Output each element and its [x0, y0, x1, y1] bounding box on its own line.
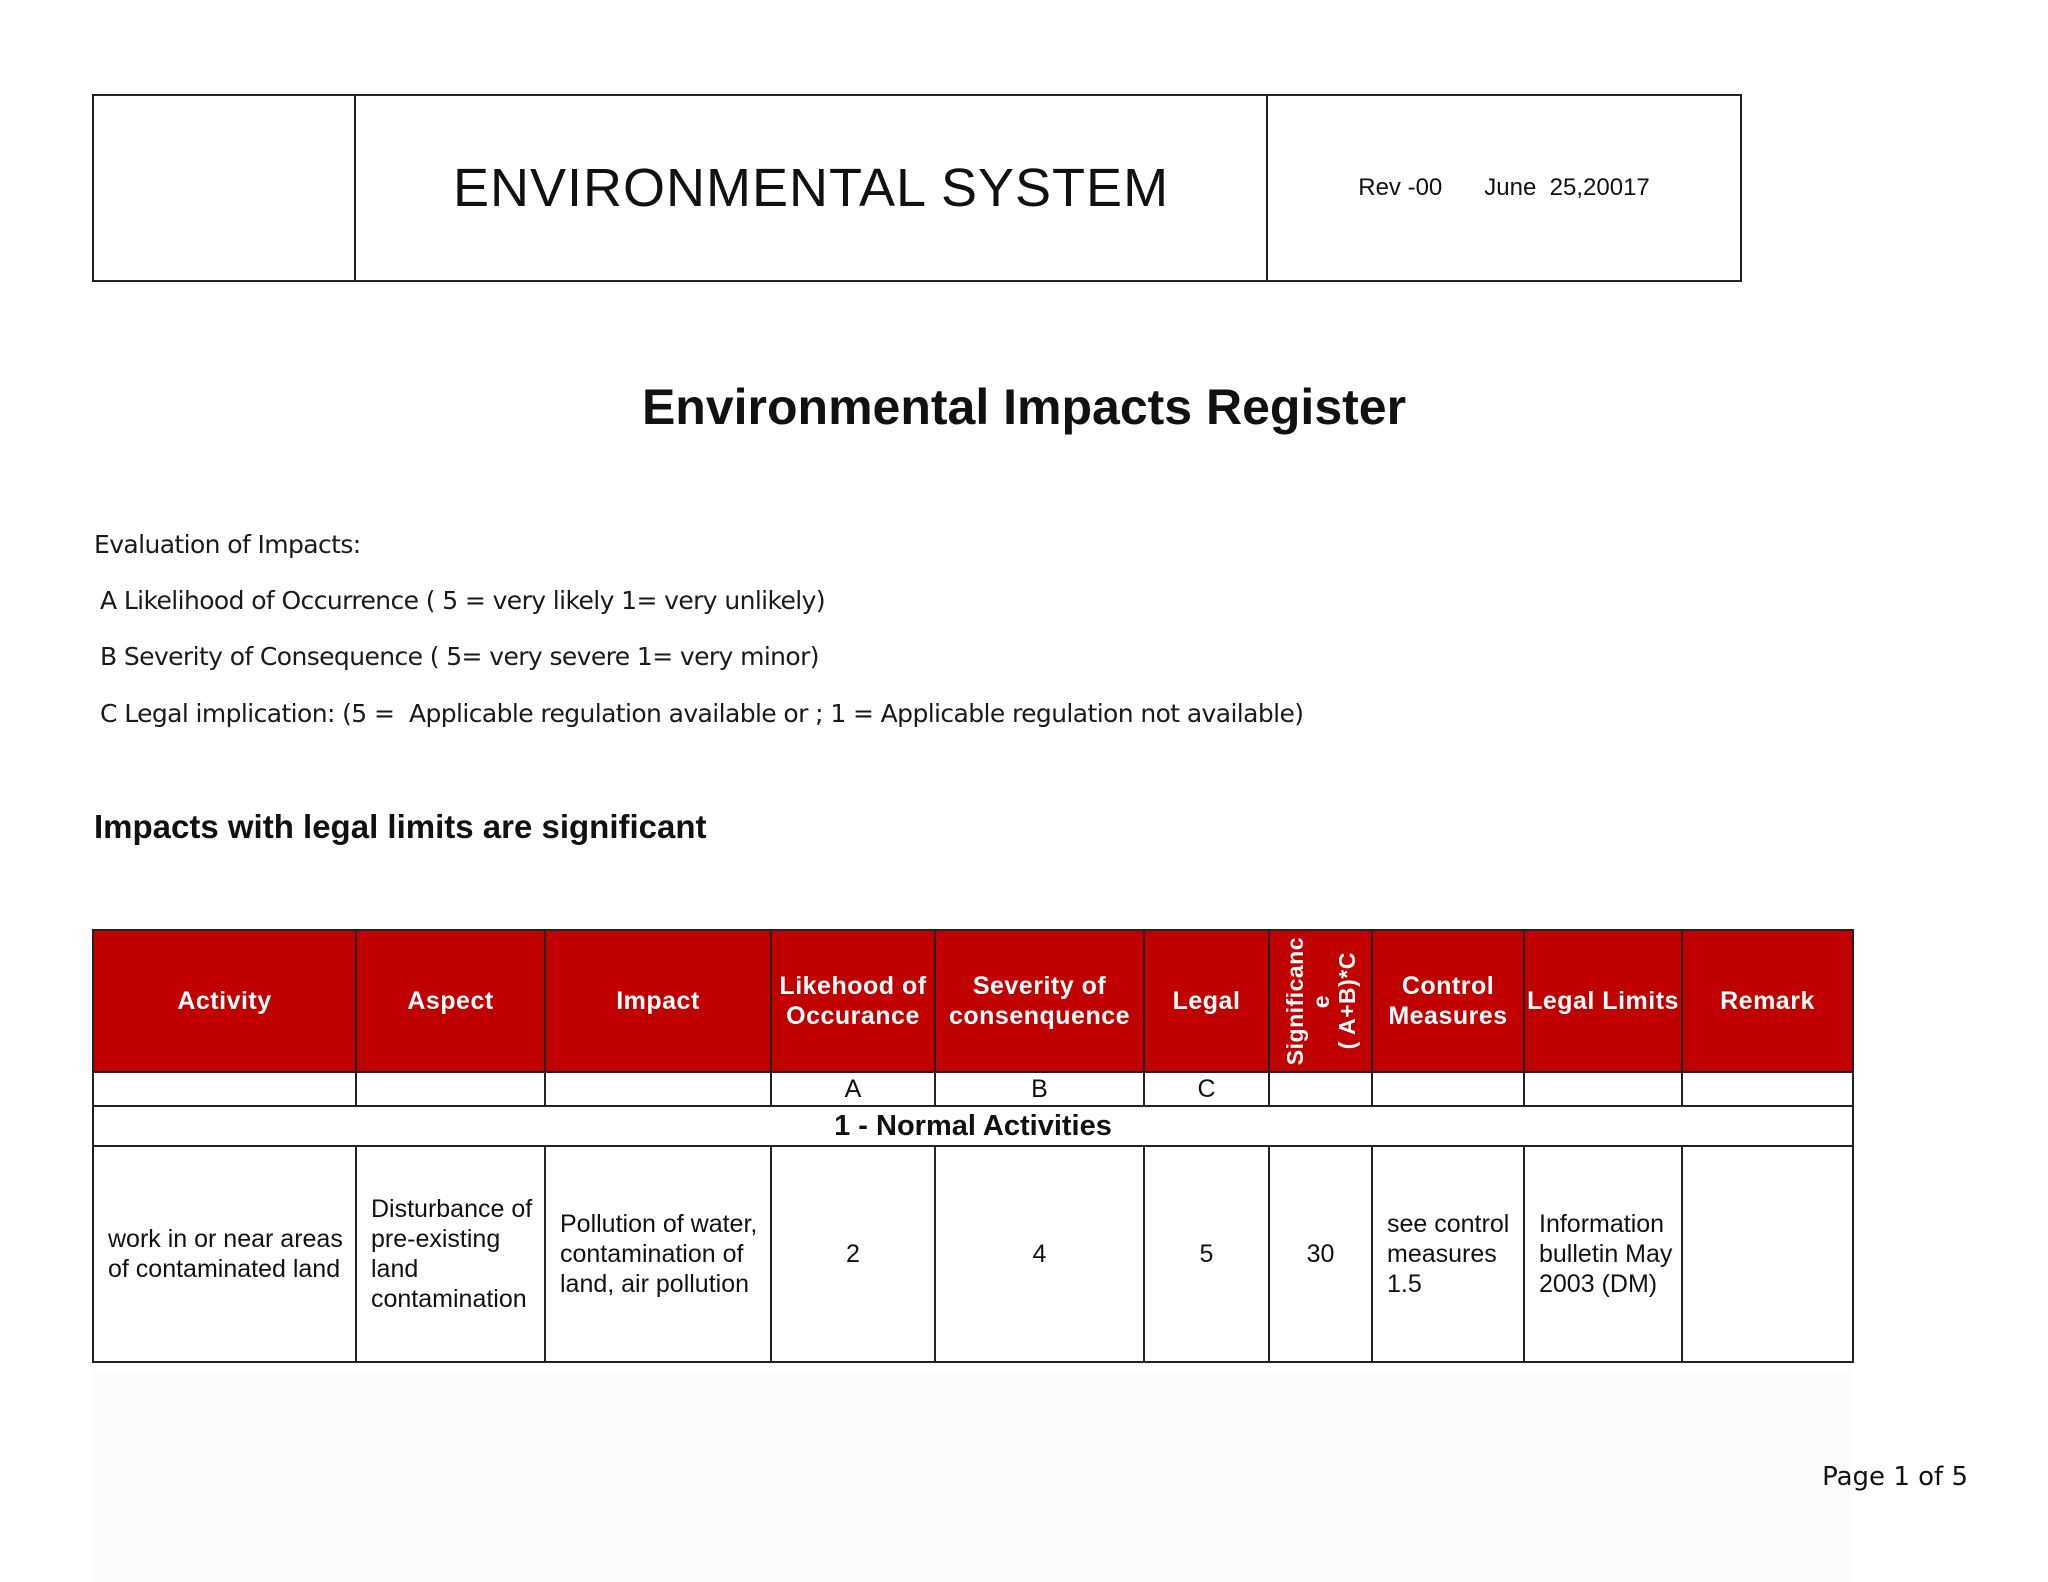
significance-header-label: Significanc e ( A+B)*C	[1281, 936, 1360, 1066]
header-title: ENVIRONMENTAL SYSTEM	[452, 158, 1170, 218]
header-title-cell	[356, 96, 1268, 280]
page-number: Page 1 of 5	[1822, 1462, 1968, 1492]
document-title: Environmental Impacts Register	[641, 379, 1407, 435]
section-row	[93, 1106, 1853, 1146]
cell-control-measures: see control measures 1.5	[1372, 1146, 1524, 1362]
column-letter-cell	[545, 1072, 771, 1106]
section-heading: Impacts with legal limits are significant	[94, 808, 707, 845]
column-letter-cell	[93, 1072, 356, 1106]
impacts-register-table	[92, 929, 1852, 1363]
table-header-row	[93, 930, 1853, 1072]
column-header-aspect: Aspect	[356, 930, 545, 1072]
column-letter-c: C	[1144, 1072, 1269, 1106]
column-header-severity: Severity of consenquence	[935, 930, 1144, 1072]
cell-impact: Pollution of water, contamination of land, air pollution	[545, 1146, 771, 1362]
evaluation-line-c: C Legal implication: (5 = Applicable regulation available or ; 1 = Applicable regulation not available)	[100, 699, 1304, 728]
cell-severity: 4	[935, 1146, 1144, 1362]
evaluation-line-b: B Severity of Consequence ( 5= very severe 1= very minor)	[100, 642, 819, 671]
column-header-legal-limits: Legal Limits	[1524, 930, 1682, 1072]
column-header-activity: Activity	[93, 930, 356, 1072]
evaluation-heading: Evaluation of Impacts:	[94, 530, 361, 559]
column-header-likelihood: Likehood of Occurance	[771, 930, 935, 1072]
column-header-impact: Impact	[545, 930, 771, 1072]
cell-remark	[1682, 1146, 1853, 1362]
cell-legal-limits: Information bulletin May 2003 (DM)	[1524, 1146, 1682, 1362]
column-letter-row	[93, 1072, 1853, 1106]
cell-legal: 5	[1144, 1146, 1269, 1362]
revision-date: June 25,20017	[1484, 174, 1650, 201]
section-label: 1 - Normal Activities	[93, 1106, 1853, 1146]
column-letter-b: B	[935, 1072, 1144, 1106]
document-header	[92, 94, 1742, 282]
page-bottom-area	[92, 1372, 1852, 1582]
column-header-remark: Remark	[1682, 930, 1853, 1072]
column-header-significance	[1269, 930, 1372, 1072]
cell-aspect: Disturbance of pre-existing land contamination	[356, 1146, 545, 1362]
column-letter-cell	[356, 1072, 545, 1106]
header-logo-cell	[94, 96, 356, 280]
column-letter-cell	[1372, 1072, 1524, 1106]
column-header-legal: Legal	[1144, 930, 1269, 1072]
revision-number: Rev -00	[1358, 174, 1443, 201]
column-letter-cell	[1524, 1072, 1682, 1106]
cell-likelihood: 2	[771, 1146, 935, 1362]
table-row	[93, 1146, 1853, 1362]
column-letter-a: A	[771, 1072, 935, 1106]
header-revision-cell	[1268, 96, 1740, 280]
column-letter-cell	[1682, 1072, 1853, 1106]
evaluation-line-a: A Likelihood of Occurrence ( 5 = very likely 1= very unlikely)	[100, 586, 825, 615]
cell-activity: work in or near areas of contaminated land	[93, 1146, 356, 1362]
column-letter-cell	[1269, 1072, 1372, 1106]
cell-significance: 30	[1269, 1146, 1372, 1362]
column-header-control-measures: Control Measures	[1372, 930, 1524, 1072]
